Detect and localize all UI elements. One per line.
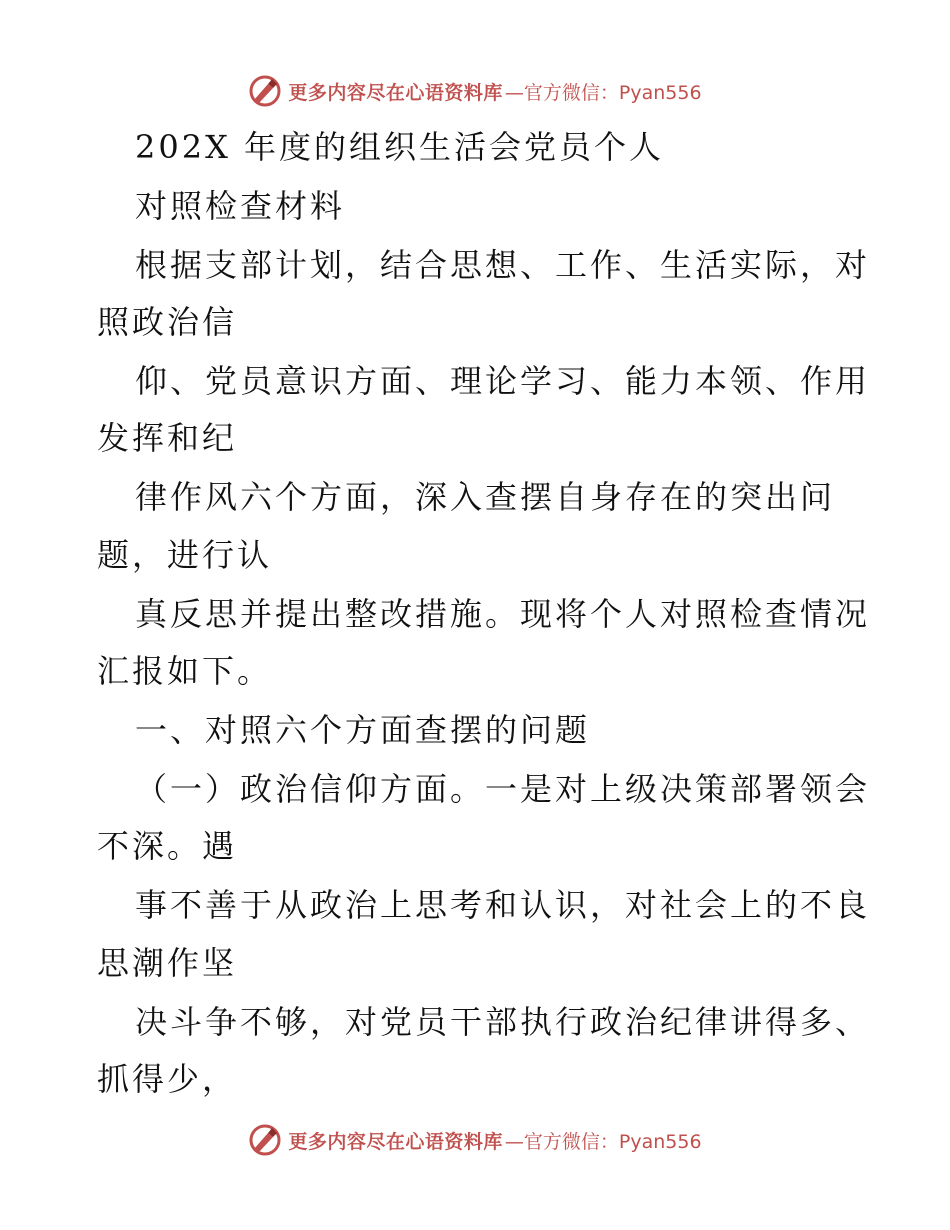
banner-text: 更多内容尽在心语资料库 bbox=[288, 1130, 503, 1153]
banner-subtext: —官方微信：Pyan556 bbox=[504, 81, 702, 104]
banner-subtext: —官方微信：Pyan556 bbox=[504, 1130, 702, 1153]
paragraph-line: 真反思并提出整改措施。现将个人对照检查情况 bbox=[135, 595, 871, 633]
banner-text: 更多内容尽在心语资料库 bbox=[288, 81, 503, 104]
paragraph-line: 根据支部计划，结合思想、工作、生活实际，对 bbox=[135, 246, 871, 284]
header-banner bbox=[0, 71, 950, 111]
section-heading: 一、对照六个方面查摆的问题 bbox=[135, 711, 591, 749]
paragraph-line: （一）政治信仰方面。一是对上级决策部署领会 bbox=[135, 770, 871, 808]
paragraph-line: 发挥和纪 bbox=[97, 419, 238, 457]
paragraph-line: 律作风六个方面，深入查摆自身存在的突出问 bbox=[135, 478, 836, 516]
footer-banner bbox=[0, 1120, 950, 1160]
paragraph-line: 仰、党员意识方面、理论学习、能力本领、作用 bbox=[135, 362, 871, 400]
paragraph-line: 决斗争不够，对党员干部执行政治纪律讲得多、 bbox=[135, 1003, 871, 1041]
paragraph-line: 不深。遇 bbox=[97, 827, 238, 865]
paragraph-line: 题，进行认 bbox=[97, 536, 273, 574]
pen-logo-icon bbox=[248, 1123, 282, 1157]
paragraph-line: 事不善于从政治上思考和认识，对社会上的不良 bbox=[135, 886, 871, 924]
paragraph-line: 照政治信 bbox=[97, 303, 238, 341]
title-line-2: 对照检查材料 bbox=[135, 187, 346, 225]
paragraph-line: 抓得少， bbox=[97, 1060, 238, 1098]
title-line-1: 202X 年度的组织生活会党员个人 bbox=[135, 128, 665, 166]
paragraph-line: 汇报如下。 bbox=[97, 652, 273, 690]
pen-logo-icon bbox=[248, 74, 282, 108]
paragraph-line: 思潮作坚 bbox=[97, 944, 238, 982]
